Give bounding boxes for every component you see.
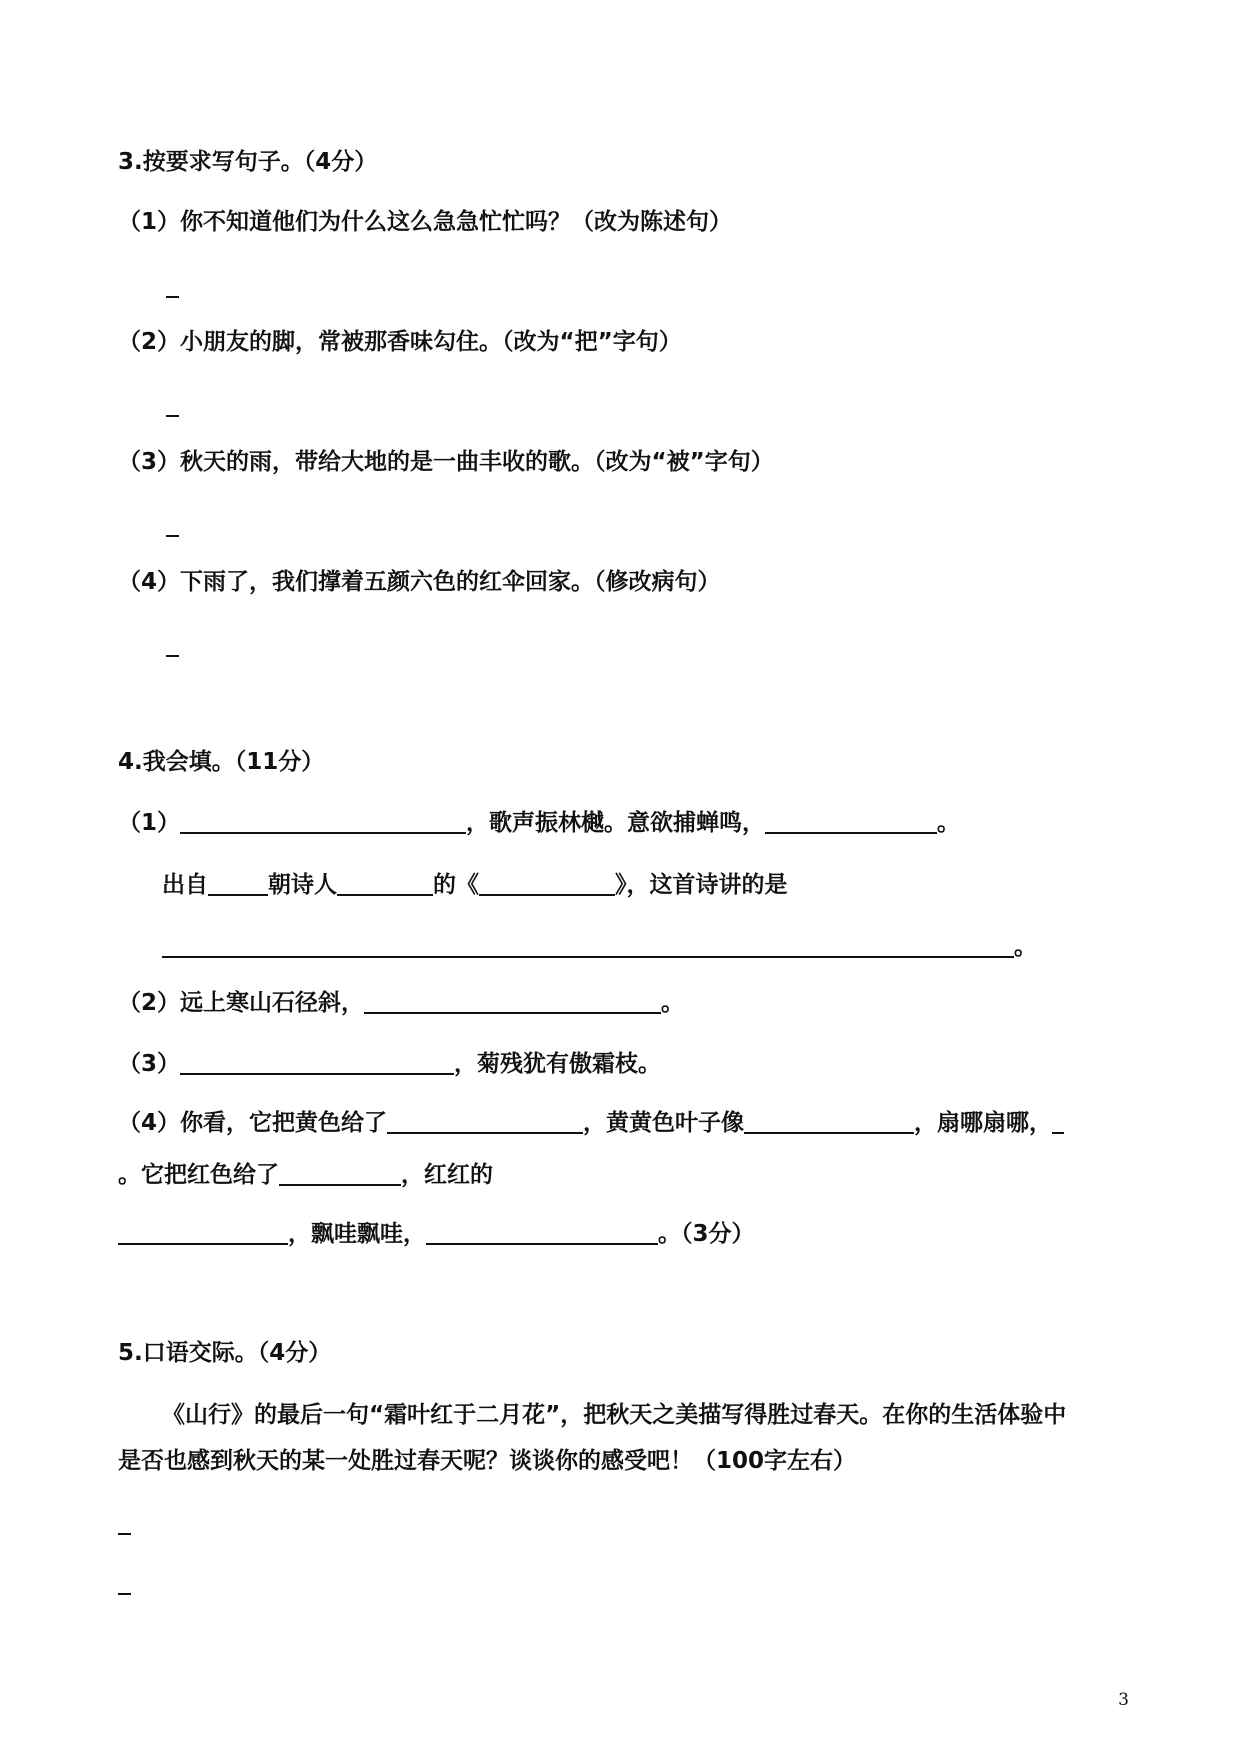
- q4-blank-4e[interactable]: [118, 1219, 288, 1245]
- q3-item-2: （2）小朋友的脚，常被那香味勾住。（改为“把”字句）: [118, 329, 682, 355]
- q4-item-4-c: ，扇哪扇哪，: [914, 1110, 1053, 1136]
- q4-item-1-mid: ，歌声振林樾。意欲捕蝉鸣，: [466, 810, 766, 836]
- q4-item-4: [118, 1108, 1064, 1138]
- q4-item-1c-end: 。: [1014, 934, 1037, 960]
- q4-blank-4b[interactable]: [744, 1108, 914, 1134]
- q4-item-4-b: ，黄黄色叶子像: [583, 1110, 745, 1136]
- q4-item-4b-b: ，红红的: [401, 1162, 493, 1188]
- q4-blank-4f[interactable]: [426, 1219, 658, 1245]
- q5-answer-line-1[interactable]: [118, 1533, 131, 1535]
- q4-blank-1b[interactable]: [765, 808, 937, 834]
- q4-item-4-line3: [118, 1219, 755, 1249]
- q4-item-4c-a: ，飘哇飘哇，: [288, 1221, 426, 1247]
- q4-source-a: 出自: [162, 872, 208, 898]
- q3-item-4: （4）下雨了，我们撑着五颜六色的红伞回家。（修改病句）: [118, 569, 721, 595]
- q4-item-2-prefix: （2）远上寒山石径斜，: [118, 990, 365, 1016]
- q4-title: 4.我会填。（11分）: [118, 749, 325, 775]
- q4-item-1-meaning: [162, 932, 1037, 962]
- q4-item-2: [118, 988, 684, 1018]
- q4-source-b: 朝诗人: [268, 872, 337, 898]
- q4-item-1-end: 。: [937, 810, 961, 836]
- q3-answer-1-line[interactable]: [166, 296, 179, 298]
- q4-source-c: 的《: [433, 872, 479, 898]
- q3-item-3: （3）秋天的雨，带给大地的是一曲丰收的歌。（改为“被”字句）: [118, 449, 774, 475]
- q4-blank-poem-title[interactable]: [479, 870, 615, 896]
- q4-blank-4c[interactable]: [1052, 1108, 1064, 1134]
- q4-item-4b-a: 。它把红色给了: [118, 1162, 279, 1188]
- q5-title: 5.口语交际。（4分）: [118, 1340, 332, 1366]
- q4-blank-poet[interactable]: [337, 870, 433, 896]
- page-number: 3: [1118, 1690, 1129, 1710]
- q3-answer-4-line[interactable]: [166, 655, 179, 657]
- q4-blank-dynasty[interactable]: [208, 870, 268, 896]
- q4-blank-meaning[interactable]: [162, 932, 1014, 958]
- q4-blank-3[interactable]: [180, 1049, 454, 1075]
- q4-item-3: [118, 1049, 661, 1079]
- q4-blank-4d[interactable]: [279, 1160, 401, 1186]
- q3-answer-3-line[interactable]: [166, 535, 179, 537]
- q4-item-1-prefix: （1）: [118, 810, 181, 836]
- q4-blank-2[interactable]: [364, 988, 661, 1014]
- q5-answer-line-2[interactable]: [118, 1593, 131, 1595]
- q5-paragraph-line-2: 是否也感到秋天的某一处胜过春天呢？谈谈你的感受吧！（100字左右）: [118, 1448, 857, 1474]
- q4-blank-4a[interactable]: [387, 1108, 583, 1134]
- q4-item-4-line2: [118, 1160, 493, 1190]
- q5-paragraph-line-1: 《山行》的最后一句“霜叶红于二月花”，把秋天之美描写得胜过春天。在你的生活体验中: [162, 1402, 1067, 1428]
- q4-item-4c-b: 。（3分）: [658, 1221, 755, 1247]
- q3-answer-2-line[interactable]: [166, 415, 179, 417]
- q4-item-1-source: [162, 870, 788, 900]
- q3-item-1: （1）你不知道他们为什么这么急急忙忙吗？（改为陈述句）: [118, 209, 733, 235]
- q4-item-1: [118, 808, 960, 838]
- q4-item-2-end: 。: [661, 990, 685, 1016]
- q4-source-d: 》，这首诗讲的是: [615, 872, 788, 898]
- q4-item-4-a: （4）你看，它把黄色给了: [118, 1110, 388, 1136]
- q4-blank-1a[interactable]: [180, 808, 466, 834]
- q3-title: 3.按要求写句子。（4分）: [118, 149, 378, 175]
- q4-item-3-end: ，菊残犹有傲霜枝。: [454, 1051, 662, 1077]
- q4-item-3-prefix: （3）: [118, 1051, 181, 1077]
